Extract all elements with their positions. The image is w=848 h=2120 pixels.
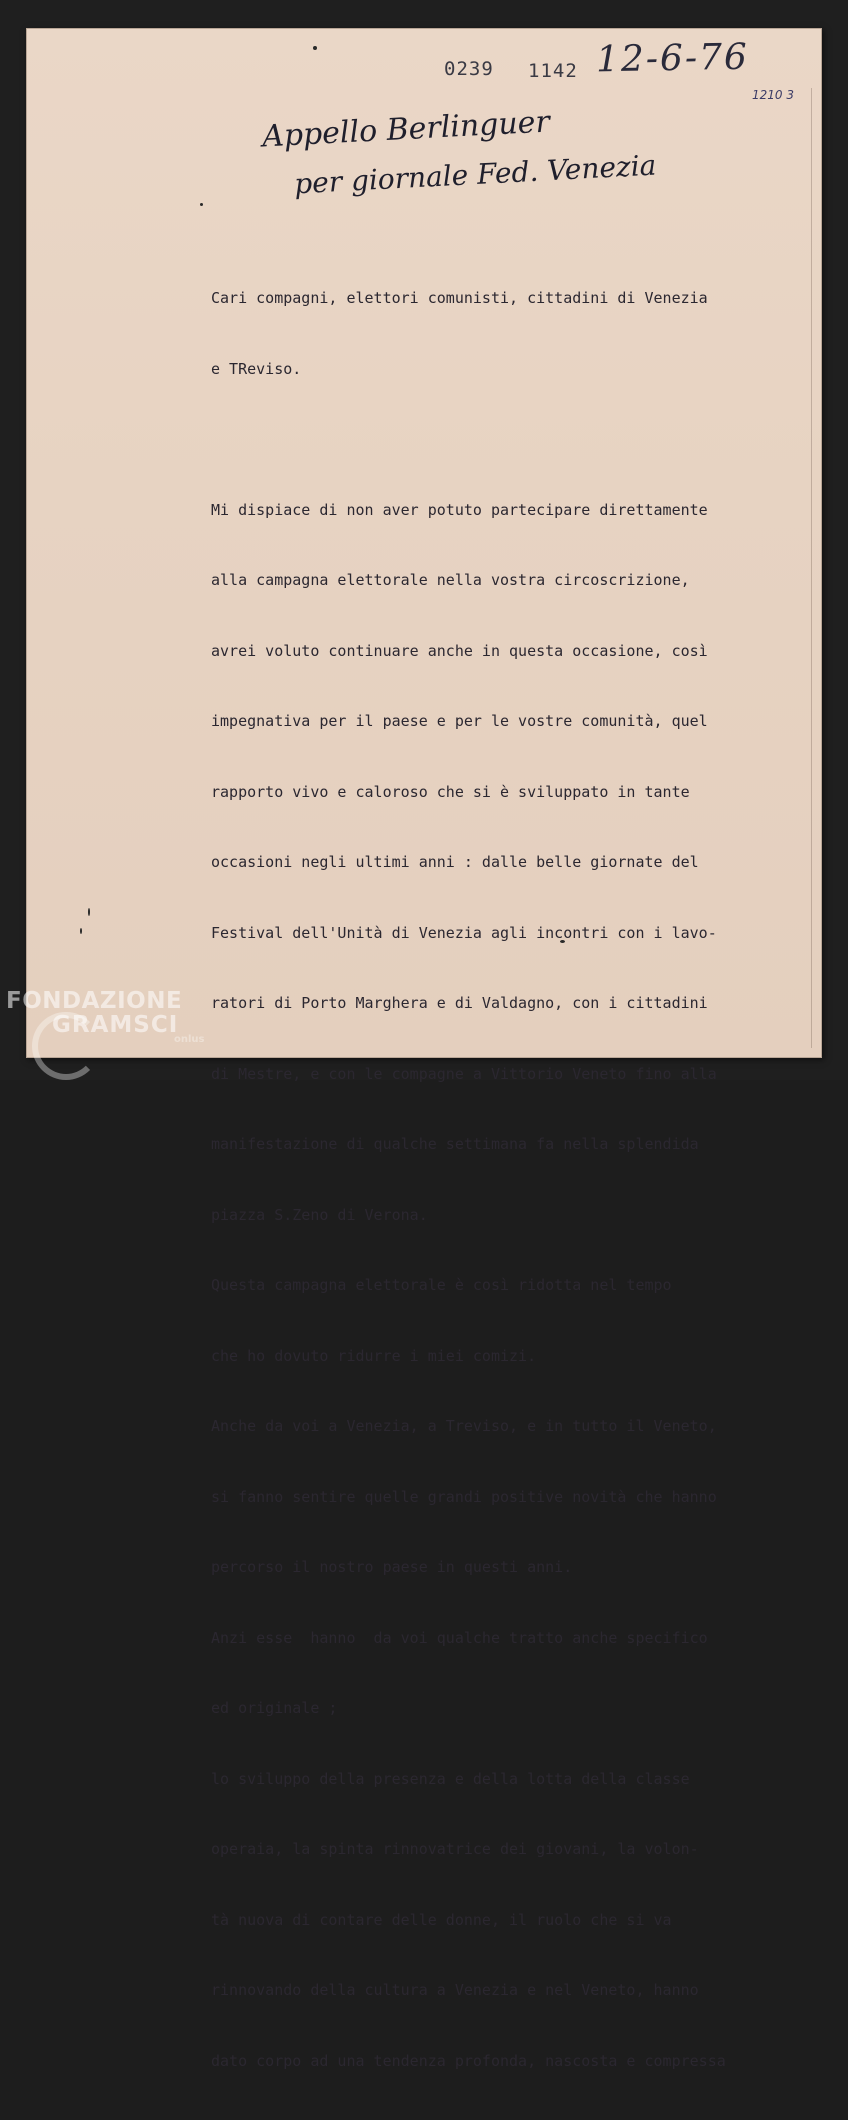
body-line: Festival dell'Unità di Venezia agli incontri con i lavo- bbox=[211, 923, 717, 942]
body-line: rapporto vivo e caloroso che si è sviluppato in tante bbox=[211, 782, 690, 801]
watermark-line-2: GRAMSCI bbox=[52, 1012, 179, 1038]
paper-speck bbox=[313, 46, 317, 50]
handwritten-title-line-2: per giornale Fed. Venezia bbox=[293, 148, 658, 201]
body-line: Questa campagna elettorale è così ridotta nel tempo bbox=[211, 1276, 672, 1294]
body-line: tà nuova di contare delle donne, il ruolo che si va bbox=[211, 1910, 672, 1929]
paper-speck bbox=[80, 928, 82, 934]
paper-speck bbox=[88, 908, 90, 916]
body-line: manifestazione di qualche settimana fa nella splendida bbox=[211, 1135, 699, 1153]
body-line: che ho dovuto ridurre i miei comizi. bbox=[211, 1346, 537, 1365]
salutation-line: e TReviso. bbox=[211, 359, 302, 378]
watermark bbox=[6, 988, 205, 1045]
handwritten-date: 12-6-76 bbox=[595, 36, 750, 81]
body-line: avrei voluto continuare anche in questa occasione, così bbox=[211, 641, 708, 660]
body-line: Anche da voi a Venezia, a Treviso, e in tutto il Veneto, bbox=[211, 1417, 717, 1435]
body-line: occasioni negli ultimi anni : dalle belle giornate del bbox=[211, 853, 699, 871]
handwritten-title-line-1: Appello Berlinguer bbox=[261, 104, 551, 155]
body-line: rinnovando della cultura a Venezia e nel Veneto, hanno bbox=[211, 1981, 699, 1999]
body-line: piazza S.Zeno di Verona. bbox=[211, 1205, 428, 1224]
body-line: percorso il nostro paese in questi anni. bbox=[211, 1558, 573, 1576]
body-line: operaia, la spinta rinnovatrice dei giovani, la volon- bbox=[211, 1840, 699, 1858]
salutation-line: Cari compagni, elettori comunisti, cittadini di Venezia bbox=[211, 289, 708, 307]
body-line: si fanno sentire quelle grandi positive novità che hanno bbox=[211, 1487, 717, 1506]
archive-stamp-number: 0239 bbox=[444, 58, 494, 80]
body-line: alla campagna elettorale nella vostra circoscrizione, bbox=[211, 571, 690, 589]
letter-body bbox=[211, 240, 791, 2120]
body-line: ratori di Porto Marghera e di Valdagno, con i cittadini bbox=[211, 994, 708, 1012]
page-fold-line bbox=[811, 88, 812, 1048]
body-line: impegnativa per il paese e per le vostre comunità, quel bbox=[211, 712, 708, 730]
body-line: Anzi esse hanno da voi qualche tratto anche specifico bbox=[211, 1628, 708, 1647]
margin-note: 1210 3 bbox=[752, 88, 794, 102]
body-line: dato corpo ad una tendenza profonda, nascosta e compressa bbox=[211, 2051, 726, 2070]
watermark-line-3: onlus bbox=[174, 1034, 205, 1045]
body-line: di Mestre, e con le compagne a Vittorio Veneto fino alla bbox=[211, 1064, 717, 1083]
body-line: ed originale ; bbox=[211, 1699, 338, 1717]
paper-speck bbox=[200, 203, 203, 206]
archive-stamp-number: 1142 bbox=[528, 60, 578, 82]
body-line: Mi dispiace di non aver potuto partecipare direttamente bbox=[211, 500, 708, 519]
body-line: lo sviluppo della presenza e della lotta della classe bbox=[211, 1769, 690, 1788]
watermark-line-1: FONDAZIONE bbox=[6, 988, 183, 1014]
